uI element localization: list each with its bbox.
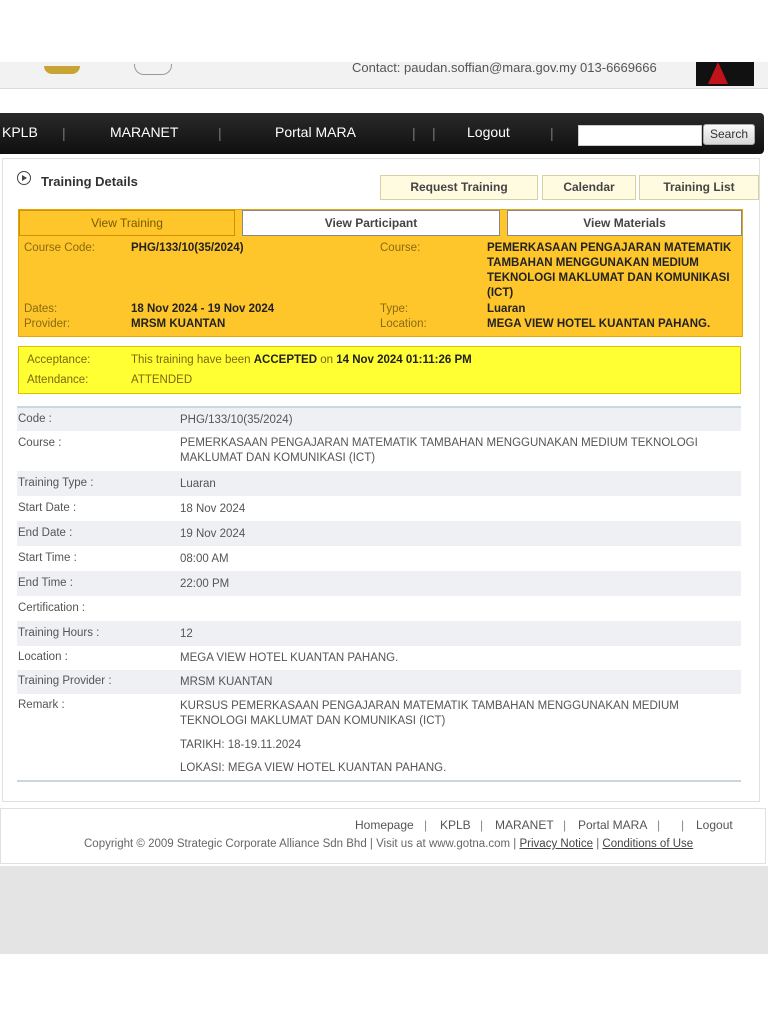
search-button[interactable]: Search (703, 124, 755, 145)
tab-view-participant[interactable]: View Participant (242, 210, 500, 236)
location-label: Location: (380, 318, 427, 330)
acceptance-datetime: 14 Nov 2024 01:11:26 PM (336, 354, 472, 366)
table-row: Course : PEMERKASAAN PENGAJARAN MATEMATIK TAMBAHAN MENGGUNAKAN MEDIUM TEKNOLOGI MAKLUMAT DAN KOMUNIKASI (ICT) (18, 437, 698, 464)
acceptance-status: ACCEPTED (253, 354, 318, 366)
nav-separator: | (432, 125, 436, 141)
site-header (0, 62, 768, 89)
provider-value: MRSM KUANTAN (131, 318, 226, 330)
table-bottom-rule (17, 780, 741, 782)
tab-calendar[interactable]: Calendar (542, 175, 636, 200)
table-row: Start Date : 18 Nov 2024 (18, 502, 246, 515)
main-navbar (0, 113, 764, 154)
footer-link-logout[interactable]: Logout (696, 818, 733, 832)
privacy-notice-link[interactable]: Privacy Notice (519, 838, 593, 850)
footer-link-kplb[interactable]: KPLB (440, 818, 471, 832)
nav-logout[interactable]: Logout (467, 124, 510, 140)
play-circle-icon (17, 171, 31, 185)
location-value: MEGA VIEW HOTEL KUANTAN PAHANG. (487, 318, 711, 330)
type-label: Type: (380, 303, 409, 315)
page-bottom-area (0, 866, 768, 954)
table-row: Start Time : 08:00 AM (18, 552, 229, 565)
table-row: End Time : 22:00 PM (17, 571, 741, 596)
dates-label: Dates: (24, 303, 58, 315)
table-row: Location : MEGA VIEW HOTEL KUANTAN PAHANG. (18, 651, 399, 664)
nav-maranet[interactable]: MARANET (110, 124, 179, 140)
crest-logo (134, 64, 172, 75)
attendance-label: Attendance: (27, 374, 89, 386)
footer-link-maranet[interactable]: MARANET (495, 818, 554, 832)
nav-separator: | (412, 125, 416, 141)
nav-separator: | (218, 125, 222, 141)
acceptance-label: Acceptance: (27, 354, 91, 366)
footer-link-homepage[interactable]: Homepage (355, 818, 414, 832)
attendance-value: ATTENDED (131, 374, 193, 386)
table-row: Code : PHG/133/10(35/2024) (17, 408, 741, 431)
copyright-text: Copyright © 2009 Strategic Corporate Alliance Sdn Bhd | Visit us at www.gotna.com | Privacy Notice | Conditions of Use (84, 838, 694, 850)
course-code-value: PHG/133/10(35/2024) (131, 242, 244, 254)
footer-link-portal-mara[interactable]: Portal MARA (578, 818, 648, 832)
conditions-of-use-link[interactable]: Conditions of Use (602, 838, 694, 850)
table-row: Training Hours : 12 (17, 621, 741, 646)
page-title: Training Details (41, 174, 138, 189)
site-footer (0, 808, 766, 864)
dates-value: 18 Nov 2024 - 19 Nov 2024 (131, 303, 275, 315)
type-value: Luaran (487, 303, 526, 315)
table-row: Training Type : Luaran (17, 471, 741, 496)
tab-view-training[interactable]: View Training (19, 210, 235, 236)
contact-info: Contact: paudan.soffian@mara.gov.my 013-6669666 (352, 62, 657, 75)
tab-view-materials[interactable]: View Materials (507, 210, 742, 236)
acceptance-text: This training have been ACCEPTED on 14 Nov 2024 01:11:26 PM (131, 354, 472, 366)
table-row: End Date : 19 Nov 2024 (17, 521, 741, 546)
search-input[interactable] (578, 125, 702, 146)
brand-logo (696, 62, 754, 86)
mara-logo (44, 66, 80, 74)
provider-label: Provider: (24, 318, 71, 330)
table-row: Remark : KURSUS PEMERKASAAN PENGAJARAN MATEMATIK TAMBAHAN MENGGUNAKAN MEDIUM TEKNOLOGI MAKLUMAT DAN KOMUNIKASI (ICT) TARIKH: 18-19.11.2024 LOKASI: MEGA VIEW HOTEL KUANTAN PAHANG. (18, 699, 679, 774)
nav-separator: | (62, 125, 66, 141)
course-label: Course: (380, 242, 421, 254)
nav-kplb[interactable]: KPLB (2, 124, 38, 140)
tab-request-training[interactable]: Request Training (380, 175, 538, 200)
course-code-label: Course Code: (24, 242, 95, 254)
tab-training-list[interactable]: Training List (639, 175, 759, 200)
table-row: Certification : (18, 602, 86, 614)
course-value: PEMERKASAAN PENGAJARAN MATEMATIK TAMBAHAN MENGGUNAKAN MEDIUM TEKNOLOGI MAKLUMAT DAN KOMUNIKASI (ICT) (487, 242, 732, 299)
nav-portal-mara[interactable]: Portal MARA (275, 124, 356, 140)
nav-separator: | (550, 125, 554, 141)
table-row: Training Provider : MRSM KUANTAN (17, 670, 741, 694)
